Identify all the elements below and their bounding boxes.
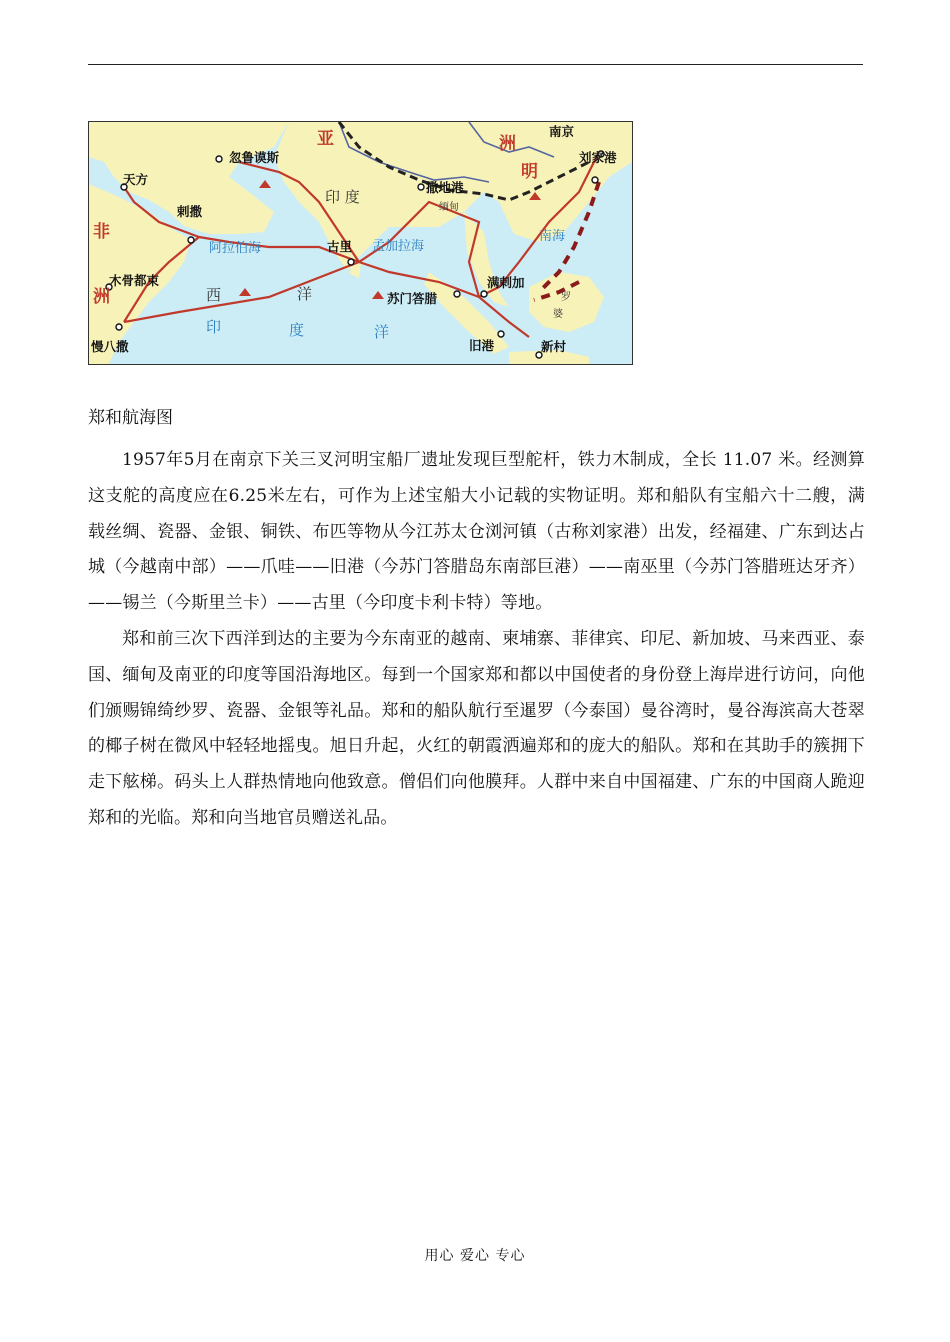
label-borneo-2: 婆: [553, 309, 563, 320]
map-caption: 郑和航海图: [88, 408, 173, 428]
label-indian-1: 印: [206, 318, 222, 336]
label-mecca: 天方: [123, 172, 149, 187]
label-south-sea: 南海: [539, 229, 566, 244]
label-liujiagang: 刘家港: [579, 150, 617, 165]
label-palembang: 旧港: [469, 338, 495, 353]
paragraph: 郑和前三次下西洋到达的主要为今东南亚的越南、柬埔寨、菲律宾、印尼、新加坡、马来西亚、泰国、缅甸及南亚的印度等国沿海地区。每到一个国家郑和都以中国使者的身份登上海岸进行访问，向他们颁赐锦绮纱罗、瓷器、金银等礼品。郑和的船队航行至暹罗（今泰国）曼谷湾时，曼谷海滨高大苍翠的椰子树在微风中轻轻地摇曳。旭日升起，火红的朝霞洒遍郑和的庞大的船队。郑和在其助手的簇拥下走下舷梯。码头上人群热情地向他致意。僧侣们向他膜拜。人群中来自中国福建、广东的中国商人跪迎郑和的光临。郑和向当地官员赠送礼品。: [88, 628, 865, 828]
label-ocean: 洋: [297, 285, 313, 303]
page-footer: 用心 爱心 专心: [424, 1248, 526, 1264]
label-indian-3: 洋: [374, 323, 390, 341]
label-calicut: 古里: [327, 239, 353, 254]
paragraph: 1957年5月在南京下关三叉河明宝船厂遗址发现巨型舵杆，铁力木制成，全长 11.07 米。经测算这支舵的高度应在6.25米左右，可作为上述宝船大小记载的实物证明。郑和船队有宝船六十二艘，满载丝绸、瓷器、金银、铜铁、布匹等物从今江苏太仓浏河镇（古称刘家港）出发，经福建、广东到达占城（今越南中部）——爪哇——旧港（今苏门答腊岛东南部巨港）——南巫里（今苏门答腊班达牙齐）——锡兰（今斯里兰卡）——古里（今印度卡利卡特）等地。: [88, 450, 865, 614]
label-mombasa: 慢八撒: [91, 339, 129, 354]
label-malacca: 满剌加: [487, 275, 525, 290]
header-rule: [88, 64, 863, 65]
label-borneo-1: 罗: [561, 292, 571, 303]
label-west: 西: [206, 286, 222, 304]
label-indian-2: 度: [289, 321, 305, 339]
label-africa-2: 洲: [93, 287, 110, 307]
label-arabian-sea: 阿拉伯海: [209, 241, 262, 256]
label-burma: 缅甸: [439, 202, 459, 213]
label-sumatra: 苏门答腊: [387, 291, 438, 306]
label-ming: 明: [521, 162, 538, 182]
label-hormuz: 忽鲁谟斯: [229, 150, 280, 165]
label-africa-1: 非: [93, 222, 110, 242]
label-lasa: 剌撒: [177, 204, 203, 219]
label-bay-of-bengal: 孟加拉海: [372, 239, 425, 254]
label-asia-1: 亚: [317, 129, 334, 149]
label-chittagong: 撒地港: [426, 180, 464, 195]
label-mogadishu: 木骨都束: [109, 273, 160, 288]
label-gresik: 新村: [541, 339, 567, 354]
voyage-map: [88, 121, 633, 365]
label-india: 印 度: [325, 188, 360, 206]
label-asia-2: 洲: [499, 134, 516, 154]
article-body: [88, 443, 865, 837]
label-nanjing: 南京: [549, 124, 575, 139]
voyage-map-svg: [89, 122, 632, 364]
